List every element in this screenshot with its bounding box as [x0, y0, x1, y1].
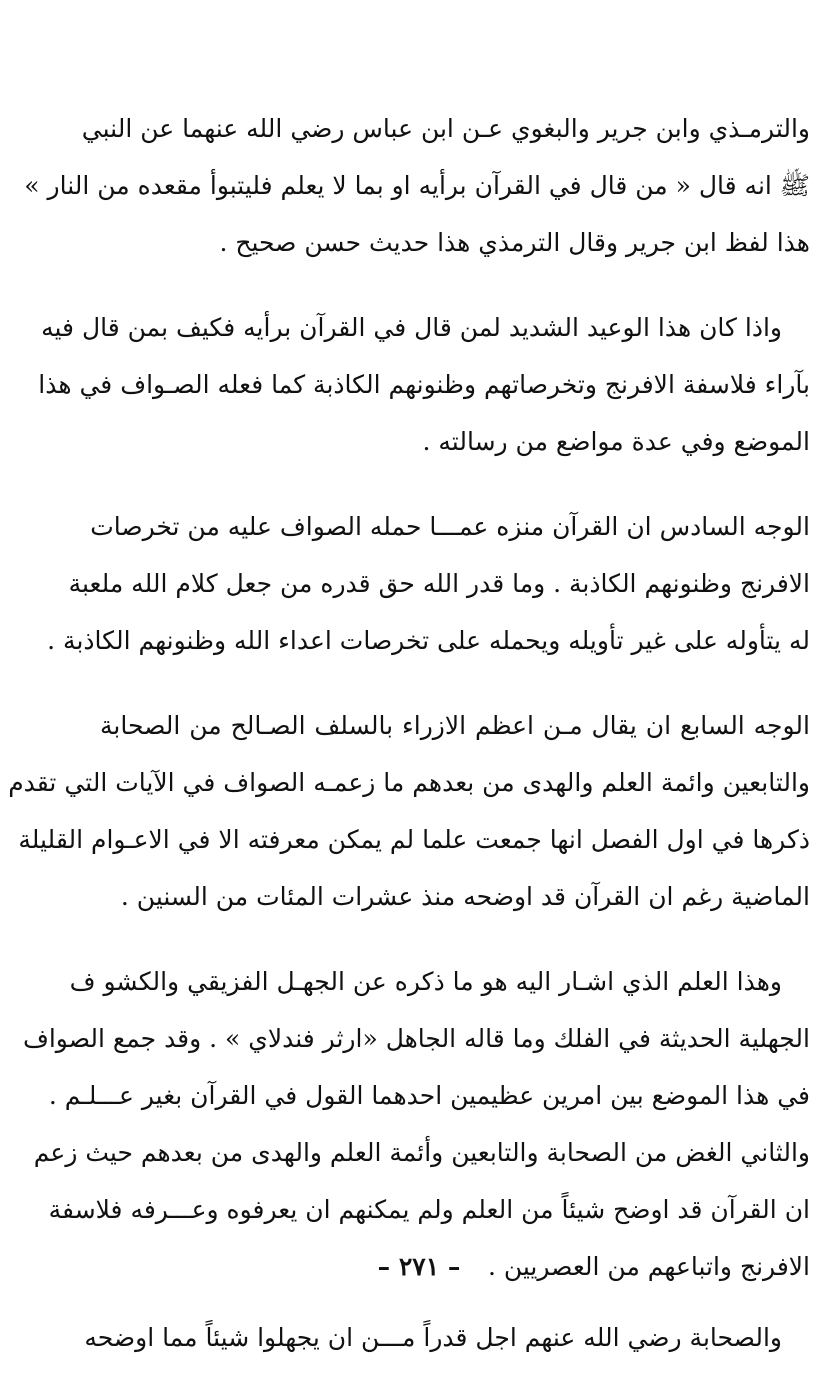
paragraph-6	[84, 1309, 810, 1366]
text-line: ذكرها في اول الفصل انها جمعت علما لم يمكن معرفته الا في الاعـوام القليلة	[18, 825, 810, 854]
text-line: واذا كان هذا الوعيد الشديد لمن قال في القرآن برأيه فكيف بمن قال فيه	[41, 313, 782, 342]
text-line: له يتأوله على غير تأويله ويحمله على تخرصات اعداء الله وظنونهم الكاذبة .	[47, 626, 810, 655]
text-line: وهذا العلم الذي اشـار اليه هو ما ذكره عن الجهـل الفزيقي والكشو ف	[69, 967, 782, 996]
page-number: – ٢٧١ –	[377, 1252, 461, 1281]
text-line: والترمـذي وابن جرير والبغوي عـن ابن عباس رضي الله عنهما عن النبي	[81, 114, 810, 143]
text-line: الجهلية الحديثة في الفلك وما قاله الجاهل «ارثر فندلاي » . وقد جمع الصواف	[22, 1024, 810, 1053]
paragraph-3	[47, 498, 810, 669]
text-line: والتابعين وائمة العلم والهدى من بعدهم ما زعمـه الصواف في الآيات التي تقدم	[8, 768, 810, 797]
text-line: والثاني الغض من الصحابة والتابعين وأئمة العلم والهدى من بعدهم حيث زعم	[33, 1138, 810, 1167]
text-line: هذا لفظ ابن جرير وقال الترمذي هذا حديث حسن صحيح .	[219, 228, 810, 257]
text-line: الماضية رغم ان القرآن قد اوضحه منذ عشرات المئات من السنين .	[120, 882, 810, 911]
text-line: بآراء فلاسفة الافرنج وتخرصاتهم وظنونهم الكاذبة كما فعله الصـواف في هذا	[38, 370, 810, 399]
text-line: الافرنج واتباعهم من العصريين .	[487, 1252, 810, 1281]
paragraph-4	[8, 697, 810, 925]
text-line: الافرنج وظنونهم الكاذبة . وما قدر الله حق قدره من جعل كلام الله ملعبة	[68, 569, 810, 598]
paragraph-2	[38, 299, 810, 470]
text-line: ﷺ انه قال « من قال في القرآن برأيه او بما لا يعلم فليتبوأ مقعده من النار »	[24, 171, 810, 200]
paragraph-5	[22, 953, 810, 1295]
text-line: والصحابة رضي الله عنهم اجل قدراً مـــن ان يجهلوا شيئاً مما اوضحه	[84, 1323, 782, 1352]
paragraph-1	[24, 100, 810, 271]
body-text	[8, 100, 810, 1366]
text-line: الموضع وفي عدة مواضع من رسالته .	[422, 427, 810, 456]
text-line: الوجه السادس ان القرآن منزه عمـــا حمله الصواف عليه من تخرصات	[90, 512, 810, 541]
text-line: في هذا الموضع بين امرين عظيمين احدهما القول في القرآن بغير عـــلـم .	[48, 1081, 810, 1110]
text-line: الوجه السابع ان يقال مـن اعظم الازراء بالسلف الصـالح من الصحابة	[100, 711, 810, 740]
text-line: ان القرآن قد اوضح شيئاً من العلم ولم يمكنهم ان يعرفوه وعـــرفه فلاسفة	[48, 1195, 810, 1224]
